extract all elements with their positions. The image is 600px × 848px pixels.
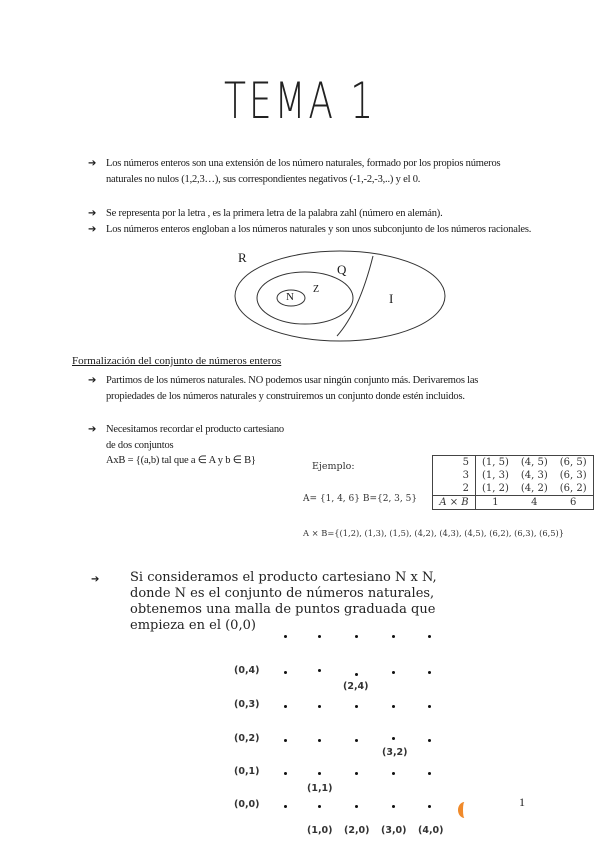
table-row: 2 (1, 2) (4, 2) (6, 2) bbox=[433, 482, 594, 496]
example-label: Ejemplo: bbox=[312, 461, 355, 472]
cartesian-table bbox=[432, 455, 594, 510]
grid-point bbox=[428, 805, 431, 808]
grid-point bbox=[318, 739, 321, 742]
label-Z: Z bbox=[313, 284, 320, 295]
page-title: TEMA 1 bbox=[223, 72, 377, 130]
point-label: (1,1) bbox=[307, 783, 333, 794]
grid-point bbox=[392, 737, 395, 740]
intro-bullet-2 bbox=[88, 206, 532, 222]
section-title: Formalización del conjunto de números enteros bbox=[72, 355, 282, 367]
grid-point bbox=[392, 805, 395, 808]
section-bullet-text: Necesitamos recordar el producto cartesiano de dos conjuntos bbox=[106, 424, 284, 451]
y-label: (0,2) bbox=[234, 733, 260, 744]
section-bullet-text: Partimos de los números naturales. NO podemos usar ningún conjunto más. Derivaremos las propiedades de los números naturales y construiremos un conjunto donde estén incluidos. bbox=[106, 375, 479, 402]
arrow-right-icon: ➔ bbox=[88, 208, 97, 219]
section-bullet-2 bbox=[88, 422, 292, 469]
grid-point bbox=[392, 671, 395, 674]
y-label: (0,0) bbox=[234, 799, 260, 810]
grid-point bbox=[284, 671, 287, 674]
point-label: (2,4) bbox=[343, 681, 369, 692]
arrow-right-icon: ➔ bbox=[88, 224, 97, 235]
grid-point bbox=[392, 772, 395, 775]
label-I: I bbox=[389, 291, 394, 306]
grid-point bbox=[428, 772, 431, 775]
grid-point bbox=[428, 671, 431, 674]
grid-description: Si consideramos el producto cartesiano N x N, donde N es el conjunto de números naturales, obtenemos una malla de puntos graduada que empieza en el (0,0) bbox=[130, 570, 437, 633]
grid-point bbox=[318, 705, 321, 708]
label-Q: Q bbox=[337, 262, 347, 277]
grid-point bbox=[355, 805, 358, 808]
x-label: (4,0) bbox=[418, 825, 444, 836]
intro-bullet-1 bbox=[88, 156, 512, 187]
grid-point bbox=[355, 772, 358, 775]
page-number: 1 bbox=[519, 795, 525, 809]
grid-point bbox=[355, 705, 358, 708]
label-R: R bbox=[238, 250, 247, 265]
label-N: N bbox=[286, 291, 294, 303]
intro-bullet-3 bbox=[88, 222, 532, 238]
example-sets: A= {1, 4, 6} B={2, 3, 5} bbox=[303, 494, 418, 504]
arrow-right-icon: ➔ bbox=[88, 158, 97, 169]
y-label: (0,1) bbox=[234, 766, 260, 777]
grid-point bbox=[284, 739, 287, 742]
grid-point bbox=[284, 805, 287, 808]
grid-point bbox=[318, 805, 321, 808]
grid-point bbox=[392, 635, 395, 638]
grid-point bbox=[428, 635, 431, 638]
table-footer-row: A × B 1 4 6 bbox=[433, 496, 594, 510]
grid-point bbox=[318, 635, 321, 638]
grid-point bbox=[355, 739, 358, 742]
grid-point bbox=[318, 669, 321, 672]
intro-bullet-text: Se representa por la letra , es la primera letra de la palabra zahl (número en alemán). bbox=[106, 208, 443, 219]
intro-bullet-text: Los números enteros engloban a los números naturales y son unos subconjunto de los números racionales. bbox=[106, 224, 532, 235]
grid-point bbox=[284, 635, 287, 638]
arrow-right-icon: ➔ bbox=[91, 574, 100, 585]
intro-bullet-text: Los números enteros son una extensión de los número naturales, formado por los propios números naturales no nulos (1,2,3…), sus correspondientes negativos (-1,-2,-3,..) y el 0. bbox=[106, 158, 501, 185]
section-bullet-1 bbox=[88, 373, 512, 404]
example-result: A × B={(1,2), (1,3), (1,5), (4,2), (4,3), (4,5), (6,2), (6,3), (6,5)} bbox=[303, 528, 565, 538]
x-label: (1,0) bbox=[307, 825, 333, 836]
grid-point bbox=[355, 635, 358, 638]
x-label: (3,0) bbox=[381, 825, 407, 836]
grid-point bbox=[428, 705, 431, 708]
point-label: (3,2) bbox=[382, 747, 408, 758]
x-label: (2,0) bbox=[344, 825, 370, 836]
table-row: 5 (1, 5) (4, 5) (6, 5) bbox=[433, 456, 594, 470]
table-row: 3 (1, 3) (4, 3) (6, 3) bbox=[433, 469, 594, 482]
grid-point bbox=[355, 673, 358, 676]
grid-point bbox=[318, 772, 321, 775]
grid-point bbox=[284, 772, 287, 775]
grid-point bbox=[284, 705, 287, 708]
arrow-right-icon: ➔ bbox=[88, 424, 97, 435]
y-label: (0,3) bbox=[234, 699, 260, 710]
orange-mark-icon bbox=[458, 802, 471, 818]
axb-definition: AxB = {(a,b) tal que a ∈ A y b ∈ B} bbox=[106, 455, 256, 466]
grid-point bbox=[392, 705, 395, 708]
grid-point bbox=[428, 739, 431, 742]
arrow-right-icon: ➔ bbox=[88, 375, 97, 386]
y-label: (0,4) bbox=[234, 665, 260, 676]
